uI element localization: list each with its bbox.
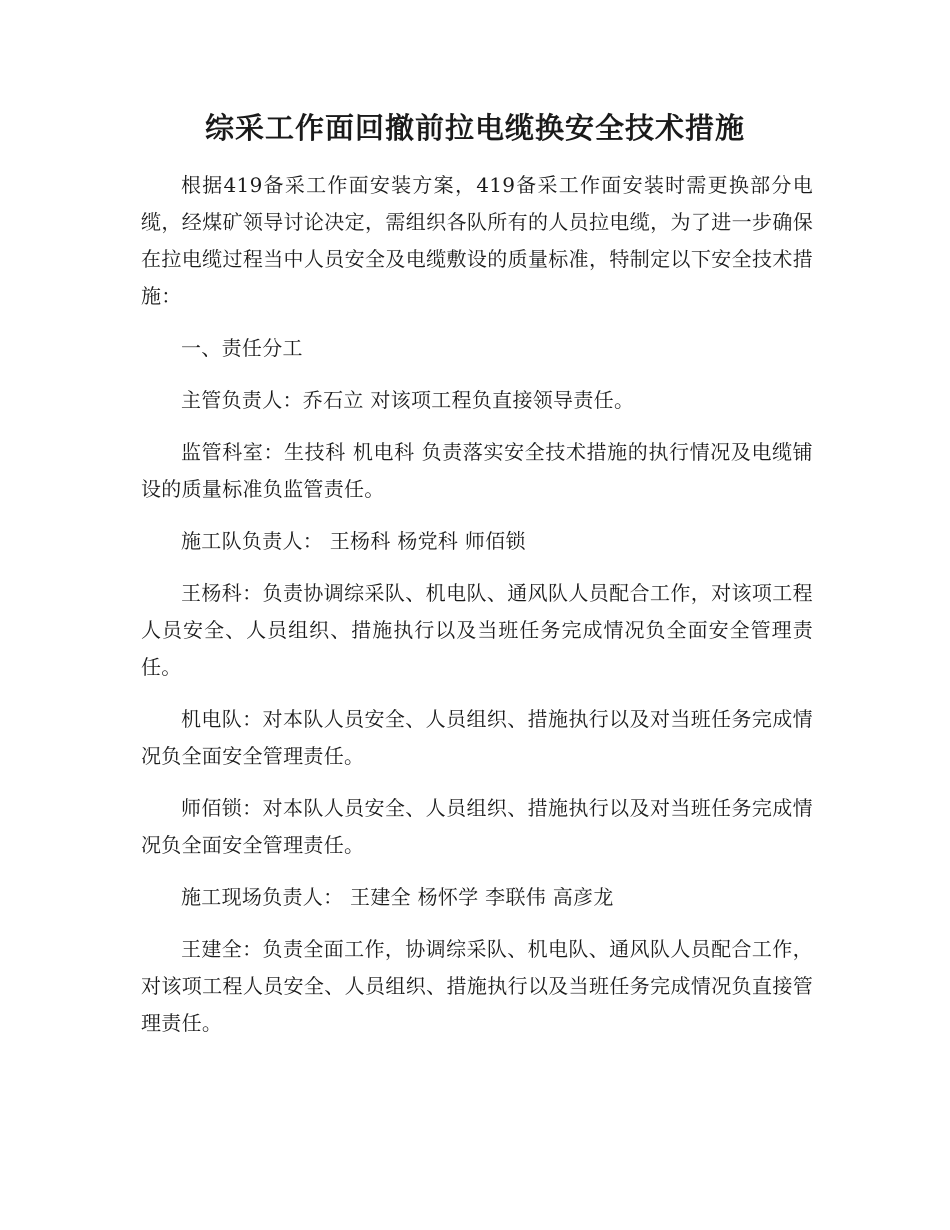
paragraph-shi-baisuo: 师佰锁：对本队人员安全、人员组织、措施执行以及对当班任务完成情况负全面安全管理责任。 — [141, 796, 813, 857]
paragraph-intro: 根据419备采工作面安装方案，419备采工作面安装时需更换部分电缆，经煤矿领导讨论决定，需组织各队所有的人员拉电缆，为了进一步确保在拉电缆过程当中人员安全及电缆敷设的质量标准，特制定以下安全技术措施： — [141, 173, 813, 308]
paragraph-chief-responsible: 主管负责人：乔石立 对该项工程负直接领导责任。 — [181, 388, 635, 412]
paragraph-site-leaders: 施工现场负责人： 王建全 杨怀学 李联伟 高彦龙 — [181, 885, 614, 909]
document-title: 综采工作面回撤前拉电缆换安全技术措施 — [204, 111, 745, 145]
document-body — [141, 167, 813, 1057]
paragraph-wang-jianquan: 王建全：负责全面工作，协调综采队、机电队、通风队人员配合工作，对该项工程人员安全、人员组织、措施执行以及当班任务完成情况负直接管理责任。 — [141, 937, 813, 1035]
paragraph-wang-yangke: 王杨科：负责协调综采队、机电队、通风队人员配合工作，对该项工程人员安全、人员组织、措施执行以及当班任务完成情况负全面安全管理责任。 — [141, 581, 813, 679]
section-heading-responsibility: 一、责任分工 — [181, 336, 303, 360]
paragraph-electromechanical-team: 机电队：对本队人员安全、人员组织、措施执行以及对当班任务完成情况负全面安全管理责任。 — [141, 707, 813, 768]
paragraph-supervising-department: 监管科室：生技科 机电科 负责落实安全技术措施的执行情况及电缆铺设的质量标准负监管责任。 — [141, 440, 813, 501]
paragraph-team-leaders: 施工队负责人： 王杨科 杨党科 师佰锁 — [181, 529, 526, 553]
